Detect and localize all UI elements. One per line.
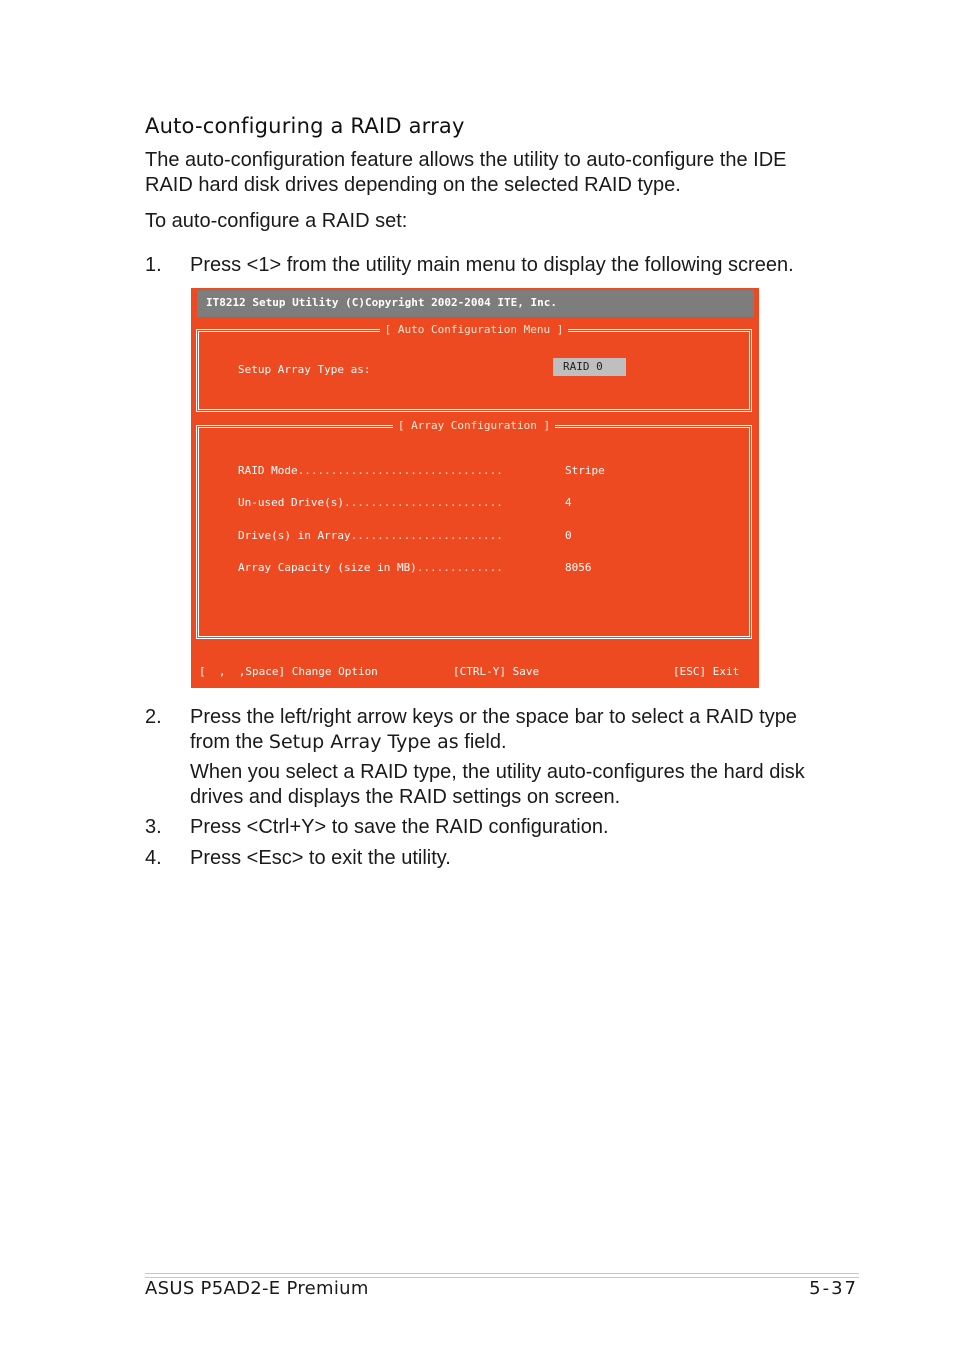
step-text: Press the left/right arrow keys or the space bar to select a RAID type from the Setup Array Type as field. [190,706,797,753]
array-capacity-label: Array Capacity (size in MB) [238,561,417,574]
setup-array-type-field[interactable] [553,358,626,376]
setup-array-type-value: RAID 0 [563,360,603,373]
bios-title-bar [197,290,754,317]
step-number: 4. [145,847,162,869]
intro-paragraph: The auto-configuration feature allows the utility to auto-configure the IDE RAID hard disk drives depending on the selected RAID type. [145,149,787,196]
footer-exit: [ESC] Exit [673,665,740,678]
drives-in-array-label: Drive(s) in Array [238,529,351,542]
drives-in-array-value: 0 [565,529,572,542]
footer-change-option: [ , ,Space] Change Option [199,665,378,678]
raid-mode-label: RAID Mode [238,464,298,477]
ui-term: Setup Array Type as [268,731,459,753]
raid-mode-value: Stripe [565,464,605,477]
array-capacity-row: Array Capacity (size in MB)............. [238,561,503,574]
auto-configuration-menu-box [196,323,752,412]
step-number: 2. [145,706,162,728]
unused-drives-label: Un-used Drive(s) [238,496,344,509]
array-configuration-box [196,419,752,639]
bios-title: IT8212 Setup Utility (C)Copyright 2002-2004 ITE, Inc. [206,296,557,309]
drives-in-array-row: Drive(s) in Array....................... [238,529,503,542]
unused-drives-value: 4 [565,496,572,509]
footer-save: [CTRL-Y] Save [453,665,540,678]
auto-configuration-menu-header: [ Auto Configuration Menu ] [380,323,569,336]
step-number: 1. [145,254,162,276]
section-title: Auto-configuring a RAID array [145,114,465,138]
step-number: 3. [145,816,162,838]
raid-mode-row: RAID Mode............................... [238,464,503,477]
step-2-extra [145,760,825,810]
step-2 [145,705,825,760]
step-text: Press <Esc> to exit the utility. [190,847,451,869]
step-text: Press <Ctrl+Y> to save the RAID configuration. [190,816,609,838]
setup-array-type-label: Setup Array Type as: [238,363,371,376]
footer-product: ASUS P5AD2-E Premium [145,1278,369,1299]
lead-paragraph: To auto-configure a RAID set: [145,210,408,232]
step-text: Press <1> from the utility main menu to display the following screen. [190,254,794,276]
footer-page-number: 5-37 [809,1278,858,1299]
step-extra-text: When you select a RAID type, the utility auto-configures the hard disk drives and displays the RAID settings on screen. [190,761,805,808]
unused-drives-row: Un-used Drive(s)........................ [238,496,503,509]
bios-screen [191,288,759,688]
array-configuration-header: [ Array Configuration ] [393,419,555,432]
array-capacity-value: 8056 [565,561,592,574]
